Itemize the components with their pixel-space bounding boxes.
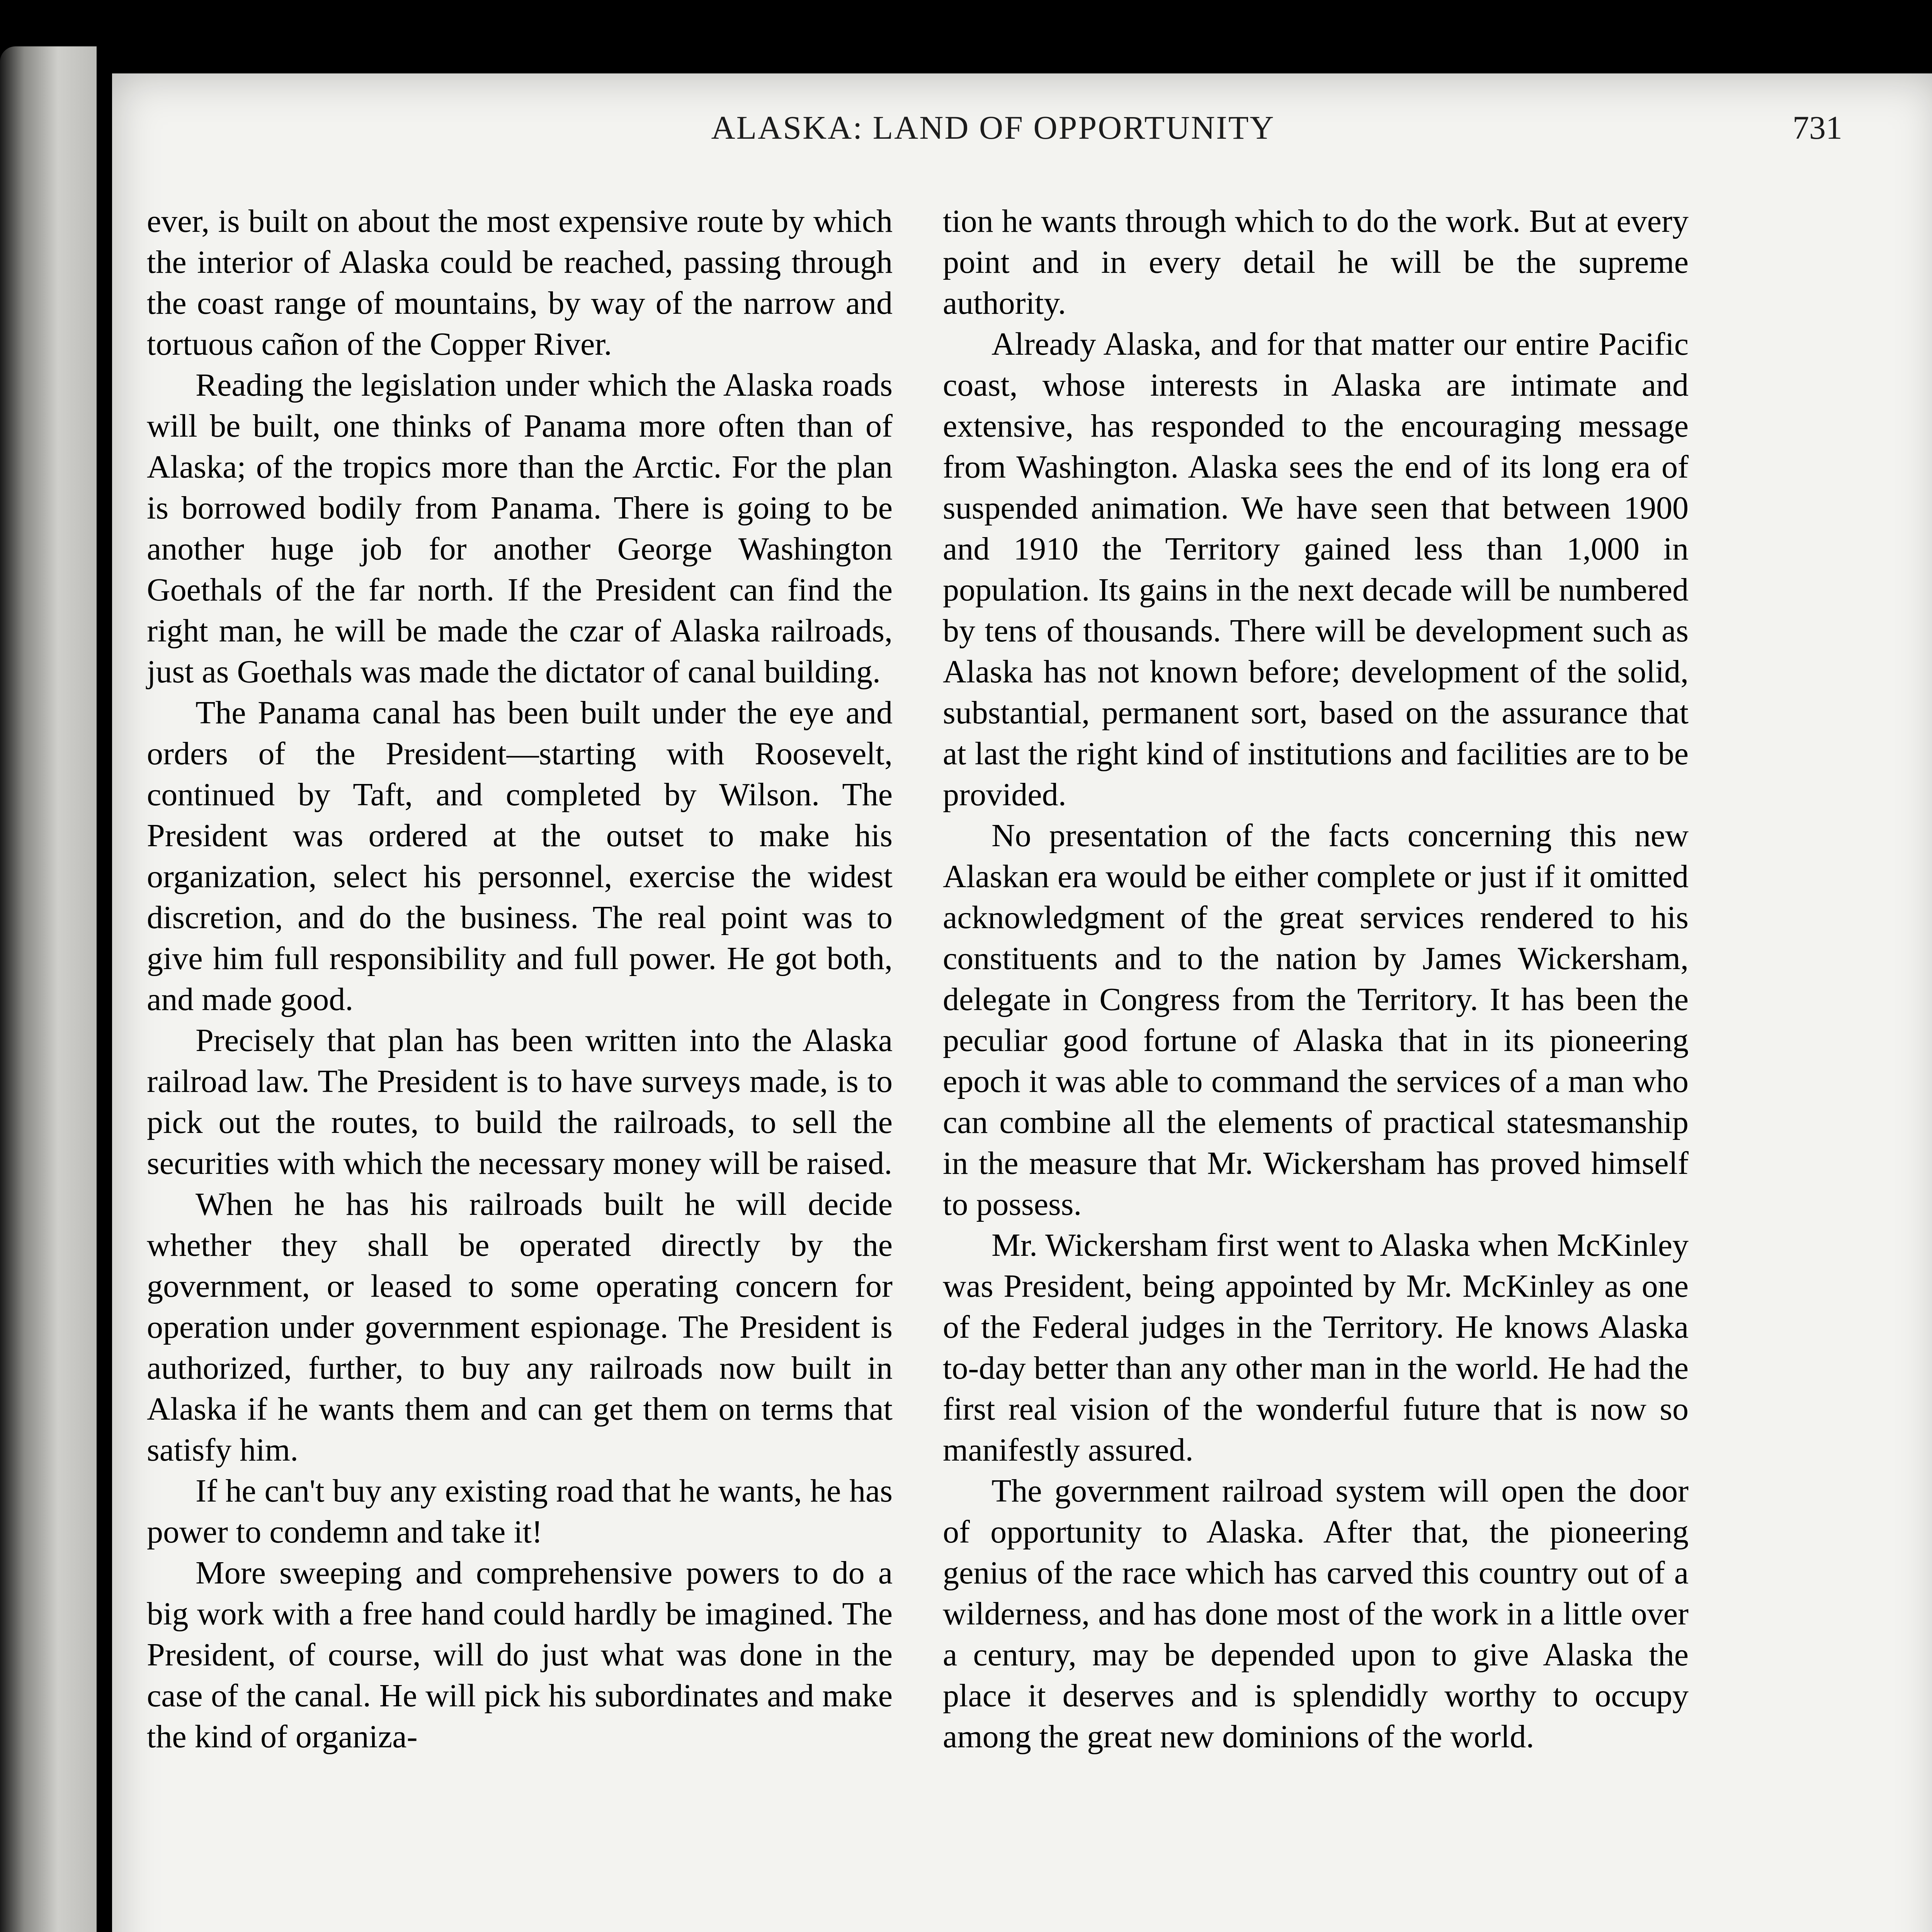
page-number: 731 bbox=[1793, 109, 1842, 146]
paragraph: tion he wants through which to do the work. But at every point and in every detail he will be the supreme authority. bbox=[943, 203, 1689, 321]
paragraph: Precisely that plan has been written into the Alaska railroad law. The President is to have surveys made, is to pick out the routes, to build the railroads, to sell the securities with which the necessary money will be raised. bbox=[147, 1022, 893, 1181]
paragraph: ever, is built on about the most expensive route by which the interior of Alaska could be reached, passing through the coast range of mountains, by way of the narrow and tortuous cañon of the Copper River. bbox=[147, 203, 893, 362]
paragraph: Already Alaska, and for that matter our entire Pacific coast, whose interests in Alaska are intimate and extensive, has responded to the encouraging message from Washington. Alaska sees the end of its long era of suspended animation. We have seen that between 1900 and 1910 the Territory gained less than 1,000 in population. Its gains in the next decade will be numbered by tens of thousands. There will be development such as Alaska has not known before; development of the solid, substantial, permanent sort, based on the assurance that at last the right kind of institutions and facilities are to be provided. bbox=[943, 326, 1689, 813]
paragraph: If he can't buy any existing road that he wants, he has power to condemn and take it! bbox=[147, 1473, 893, 1550]
paragraph: Mr. Wickersham first went to Alaska when McKinley was President, being appointed by Mr. McKinley as one of the Federal judges in the Territory. He knows Alaska to-day better than any other man in the world. He had the first real vision of the wonderful future that is now so manifestly assured. bbox=[943, 1227, 1689, 1468]
paragraph: Reading the legislation under which the Alaska roads will be built, one thinks of Panama more often than of Alaska; of the tropics more than the Arctic. For the plan is borrowed bodily from Panama. There is going to be another huge job for another George Washington Goethals of the far north. If the President can find the right man, he will be made the czar of Alaska railroads, just as Goethals was made the dictator of canal building. bbox=[147, 367, 893, 690]
left-page-edge bbox=[0, 46, 97, 1932]
paragraph: The government railroad system will open the door of opportunity to Alaska. After that, the pioneering genius of the race which has carved this country out of a wilderness, and has done most of the work in a little over a century, may be depended upon to give Alaska the place it deserves and is splendidly worthy to occupy among the great new dominions of the world. bbox=[943, 1473, 1689, 1755]
paragraph: More sweeping and comprehensive powers to do a big work with a free hand could hardly be imagined. The President, of course, will do just what was done in the case of the canal. He will pick his subordinates and make the kind of organiza- bbox=[147, 1555, 893, 1755]
right-column bbox=[943, 201, 1689, 1757]
paragraph: When he has his railroads built he will decide whether they shall be operated directly by the government, or leased to some operating concern for operation under government espionage. The President is authorized, further, to buy any railroads now built in Alaska if he wants them and can get them on terms that satisfy him. bbox=[147, 1186, 893, 1468]
running-title: ALASKA: LAND OF OPPORTUNITY bbox=[711, 109, 1275, 146]
paragraph: No presentation of the facts concerning this new Alaskan era would be either complete or just if it omitted acknowledgment of the great services rendered to his constituents and to the nation by James Wickersham, delegate in Congress from the Territory. It has been the peculiar good fortune of Alaska that in its pioneering epoch it was able to command the services of a man who can combine all the elements of practical statesmanship in the measure that Mr. Wickersham has proved himself to possess. bbox=[943, 818, 1689, 1222]
left-column bbox=[147, 201, 893, 1757]
paragraph: The Panama canal has been built under the eye and orders of the President—starting with Roosevelt, continued by Taft, and completed by Wilson. The President was ordered at the outset to make his organization, select his personnel, exercise the widest discretion, and do the business. The real point was to give him full responsibility and full power. He got both, and made good. bbox=[147, 695, 893, 1017]
